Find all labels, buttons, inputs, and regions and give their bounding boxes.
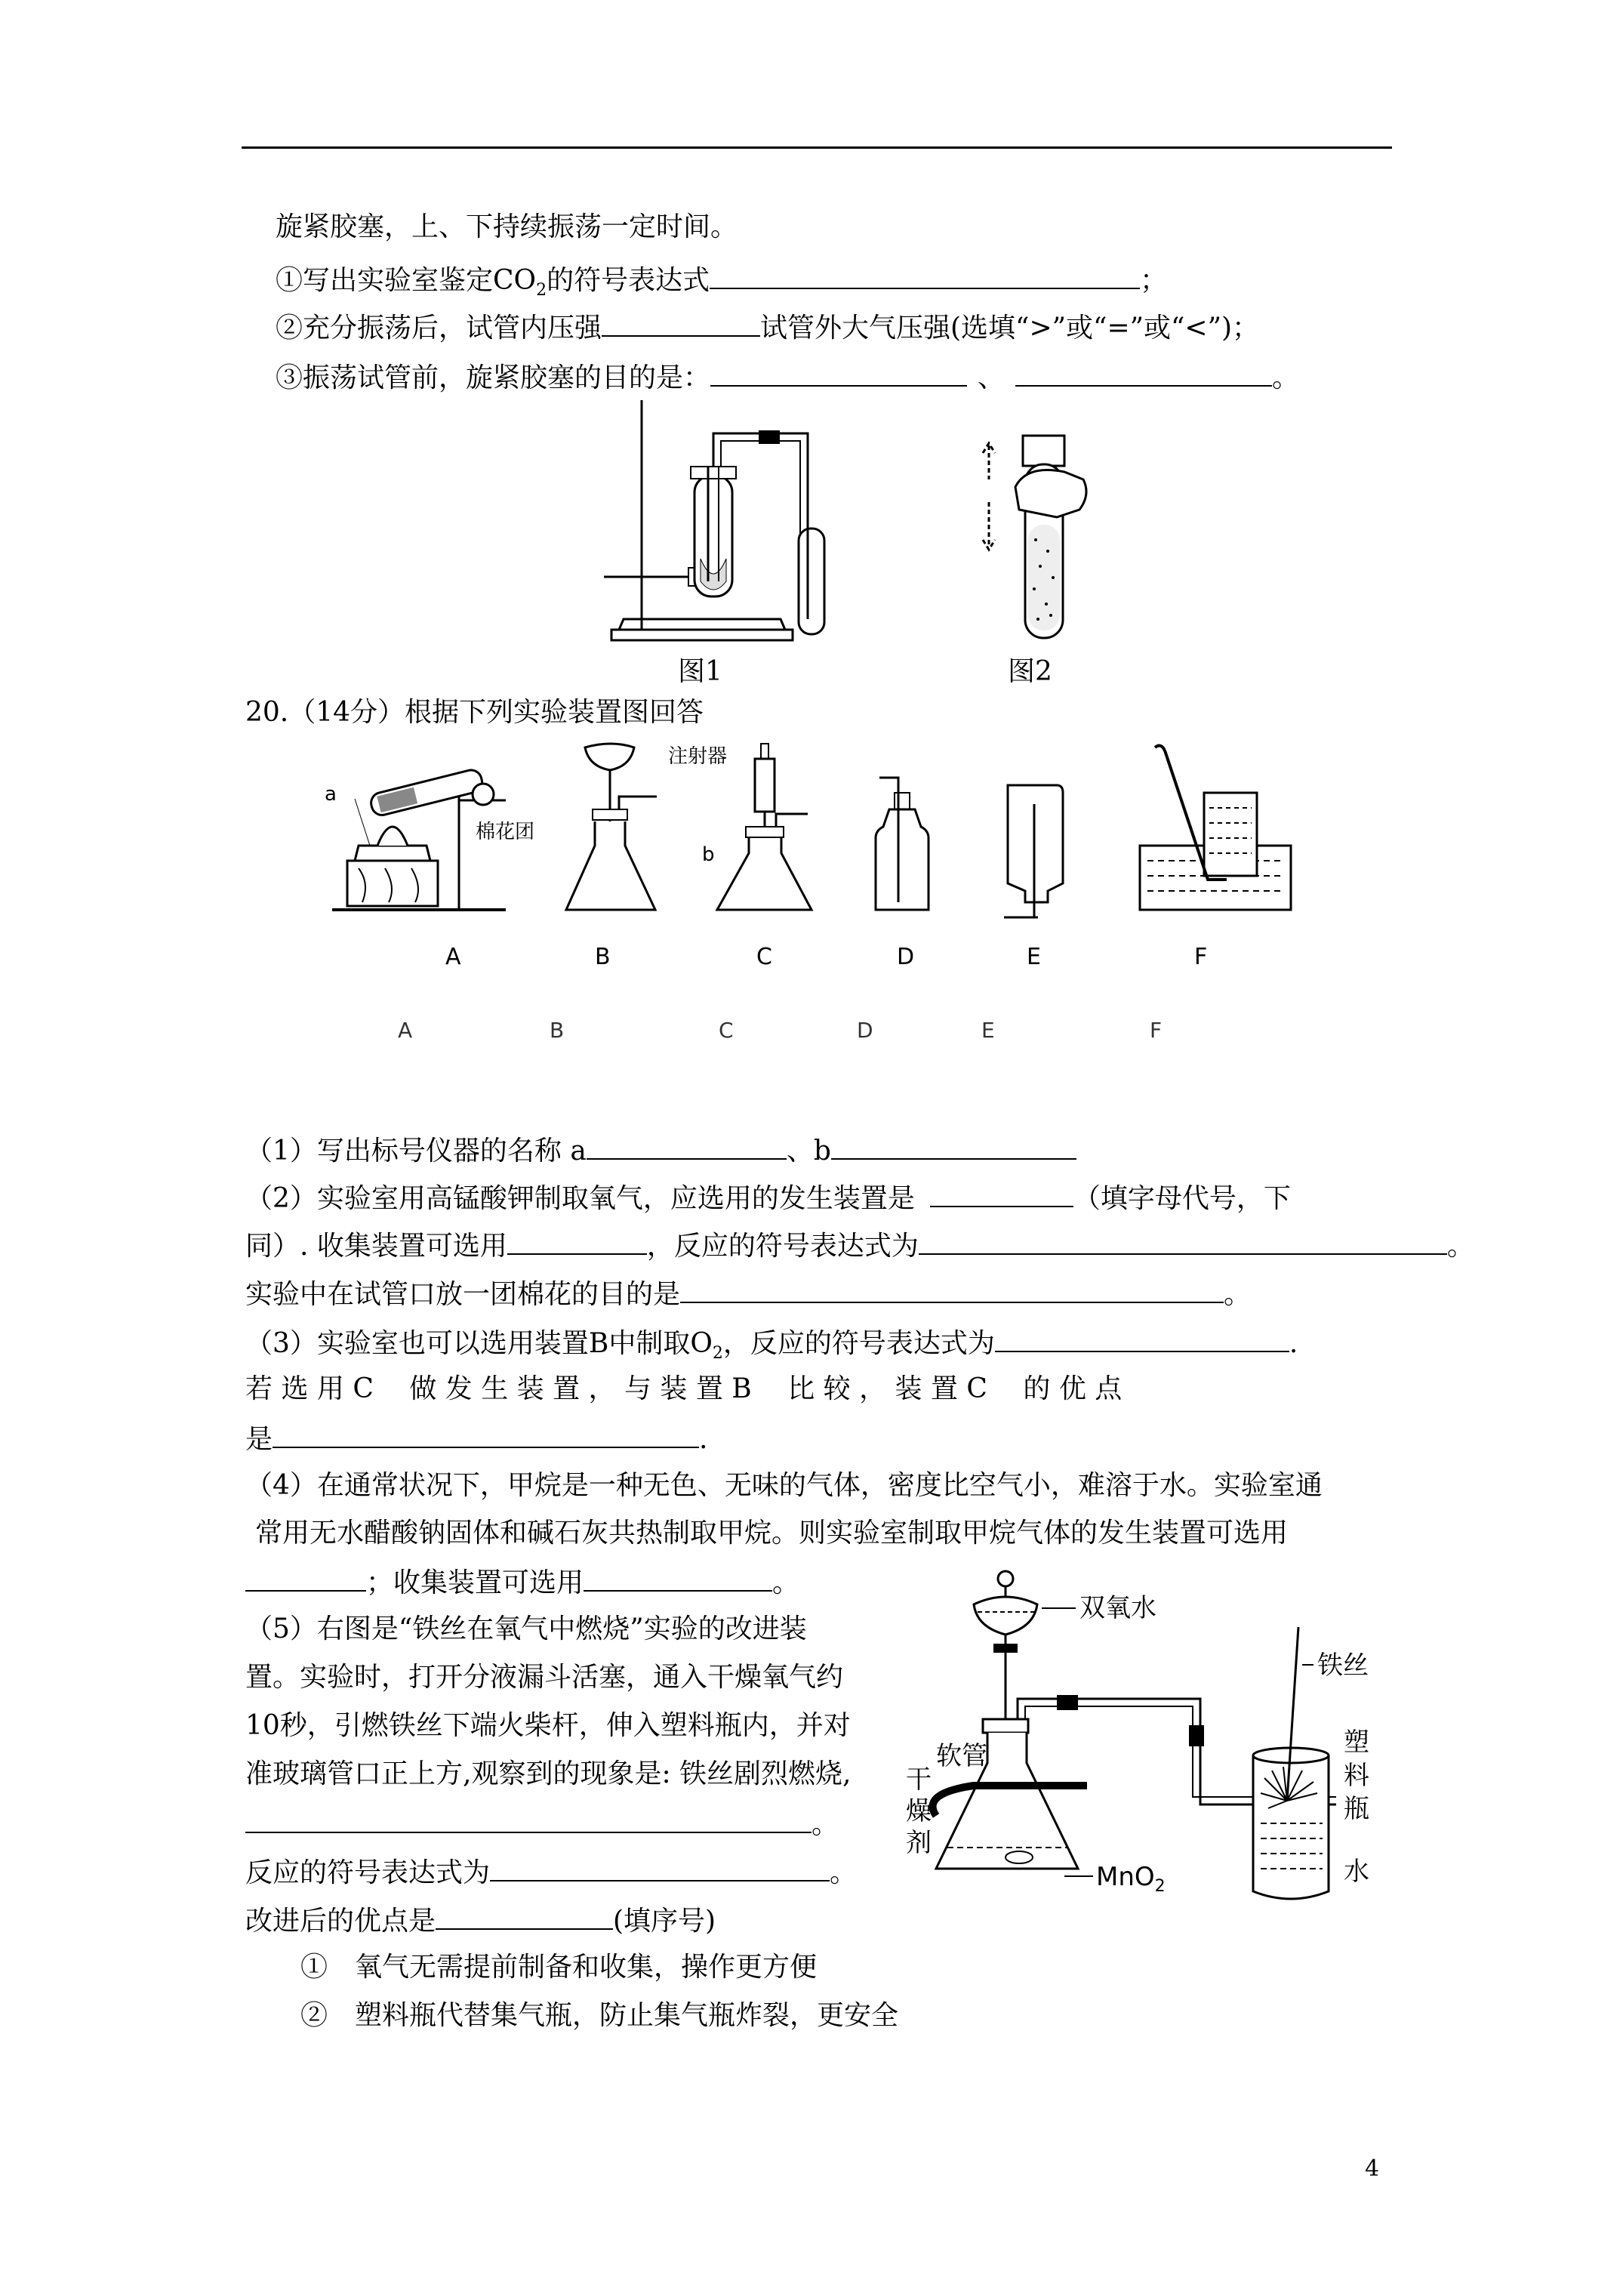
figure-1-apparatus xyxy=(589,400,830,649)
option-2: ② 塑料瓶代替集气瓶，防止集气瓶炸裂，更安全 xyxy=(300,2000,899,2031)
q19-blank-2[interactable] xyxy=(602,310,760,337)
q19-line0: 旋紧胶塞，上、下持续振荡一定时间。 xyxy=(276,211,738,242)
apparatus-label-d: D xyxy=(897,944,915,970)
apparatus-label-c: C xyxy=(756,944,772,970)
label-a: a xyxy=(325,783,337,806)
label-b: b xyxy=(702,843,715,866)
label-cotton: 棉花团 xyxy=(476,821,535,843)
fig5-label-mno2: MnO$_2$ xyxy=(1096,1862,1166,1896)
figure-2-caption: 图2 xyxy=(1008,656,1052,687)
fig5-label-h2o2: 双氧水 xyxy=(1079,1593,1156,1623)
figure-2-shaking-tube xyxy=(981,434,1095,653)
apparatus-d xyxy=(876,778,929,910)
fig5-label-dry: 干燥剂 xyxy=(906,1764,932,1858)
label-syringe: 注射器 xyxy=(668,745,728,768)
q20-part4-l2: 常用无水醋酸钠固体和碱石灰共热制取甲烷。则实验室制取甲烷气体的发生装置可选用 xyxy=(255,1518,1289,1549)
apparatus-label-e: E xyxy=(1027,944,1041,970)
blank-methane-generator[interactable] xyxy=(245,1564,366,1592)
q20-part3-l1: （3）实验室也可以选用装置B中制取$O_2$，反应的符号表达式为 . xyxy=(245,1325,1298,1370)
q20-part3-l3: 是 . xyxy=(245,1421,707,1456)
blank-b[interactable] xyxy=(831,1133,1076,1160)
blank-phenomenon[interactable] xyxy=(245,1806,812,1833)
q20-part3-l2: 若 选 用 C 做 发 生 装 置 ， 与 装 置 B 比 较 ， 装 置 C 的 优 点 xyxy=(245,1373,1123,1404)
blank-methane-collector[interactable] xyxy=(584,1564,772,1592)
q19-line2: ②充分振荡后，试管内压强 试管外大气压强(选填“>”或“=”或“<”)； xyxy=(276,310,1259,345)
q20-part1: （1）写出标号仪器的名称 a 、b xyxy=(245,1133,1076,1168)
blank-improvement[interactable] xyxy=(436,1903,613,1930)
q19-line3: ③振荡试管前，旋紧胶塞的目的是： 、 。 xyxy=(276,359,1299,395)
q20-part5-l3: 10秒，引燃铁丝下端火柴杆，伸入塑料瓶内，并对 xyxy=(245,1710,851,1741)
page-number: 4 xyxy=(1365,2156,1380,2182)
fig5-label-bottle: 塑料瓶 xyxy=(1344,1727,1369,1824)
figure-1-caption: 图1 xyxy=(678,656,722,687)
q20-part5-l6: 反应的符号表达式为 。 xyxy=(245,1854,857,1890)
q20-part5-l7: 改进后的优点是 (填序号) xyxy=(245,1903,716,1938)
apparatus-letters-duplicate xyxy=(0,1018,1623,1048)
fig5-label-wire: 铁丝 xyxy=(1317,1650,1369,1681)
blank-a[interactable] xyxy=(587,1133,787,1160)
dup-label-f: F xyxy=(1150,1018,1163,1043)
q19-blank-3b[interactable] xyxy=(1015,359,1272,387)
blank-collector[interactable] xyxy=(507,1228,647,1255)
dup-label-d: D xyxy=(857,1018,873,1043)
q20-part2-l1: （2）实验室用高锰酸钾制取氧气，应选用的发生装置是 （填字母代号，下 xyxy=(245,1180,1291,1216)
apparatus-label-b: B xyxy=(595,944,611,970)
dup-label-e: E xyxy=(981,1018,995,1043)
option-1: ① 氧气无需提前制备和收集，操作更方便 xyxy=(300,1952,818,1983)
q19-blank-1[interactable] xyxy=(710,262,1140,289)
q20-title: 20.（14分）根据下列实验装置图回答 xyxy=(245,697,704,728)
apparatus-e xyxy=(1004,785,1063,917)
apparatus-c xyxy=(717,744,812,910)
header-rule xyxy=(242,146,1392,149)
q20-part5-l1: （5）右图是“铁丝在氧气中燃烧”实验的改进装 xyxy=(245,1613,807,1644)
q20-part5-l5: 。 xyxy=(245,1806,839,1841)
apparatus-label-a: A xyxy=(445,944,461,970)
figure-iron-combustion xyxy=(891,1567,1374,1914)
q20-part2-l3: 实验中在试管口放一团棉花的目的是 。 xyxy=(245,1276,1251,1311)
q20-part4-l1: （4）在通常状况下，甲烷是一种无色、无味的气体，密度比空气小，难溶于水。实验室通 xyxy=(245,1470,1323,1501)
blank-generator[interactable] xyxy=(930,1180,1073,1207)
apparatus-b xyxy=(566,744,657,910)
fig5-label-water: 水 xyxy=(1344,1857,1369,1887)
q20-part4-l3: ；收集装置可选用 。 xyxy=(245,1564,799,1600)
blank-advantage[interactable] xyxy=(273,1421,699,1448)
q19-blank-3a[interactable] xyxy=(710,359,967,387)
fig5-label-hose: 软管 xyxy=(936,1741,987,1771)
blank-equation-3[interactable] xyxy=(490,1854,830,1881)
q20-part2-l2: 同）. 收集装置可选用 ，反应的符号表达式为 。 xyxy=(245,1228,1474,1263)
apparatus-f xyxy=(1140,746,1291,910)
q20-part5-l4: 准玻璃管口正上方,观察到的现象是: 铁丝剧烈燃烧, xyxy=(245,1758,852,1789)
q19-line1: ①写出实验室鉴定$CO_2$的符号表达式 ； xyxy=(276,262,1167,307)
apparatus-label-f: F xyxy=(1194,944,1208,970)
apparatus-figure-a-f xyxy=(325,732,1351,982)
blank-equation-2[interactable] xyxy=(995,1325,1289,1352)
dup-label-c: C xyxy=(719,1018,734,1043)
dup-label-b: B xyxy=(550,1018,565,1043)
blank-cotton-purpose[interactable] xyxy=(680,1276,1224,1303)
blank-equation-1[interactable] xyxy=(919,1228,1447,1255)
q20-part5-l2: 置。实验时，打开分液漏斗活塞，通入干燥氧气约 xyxy=(245,1662,844,1693)
dup-label-a: A xyxy=(398,1018,413,1043)
